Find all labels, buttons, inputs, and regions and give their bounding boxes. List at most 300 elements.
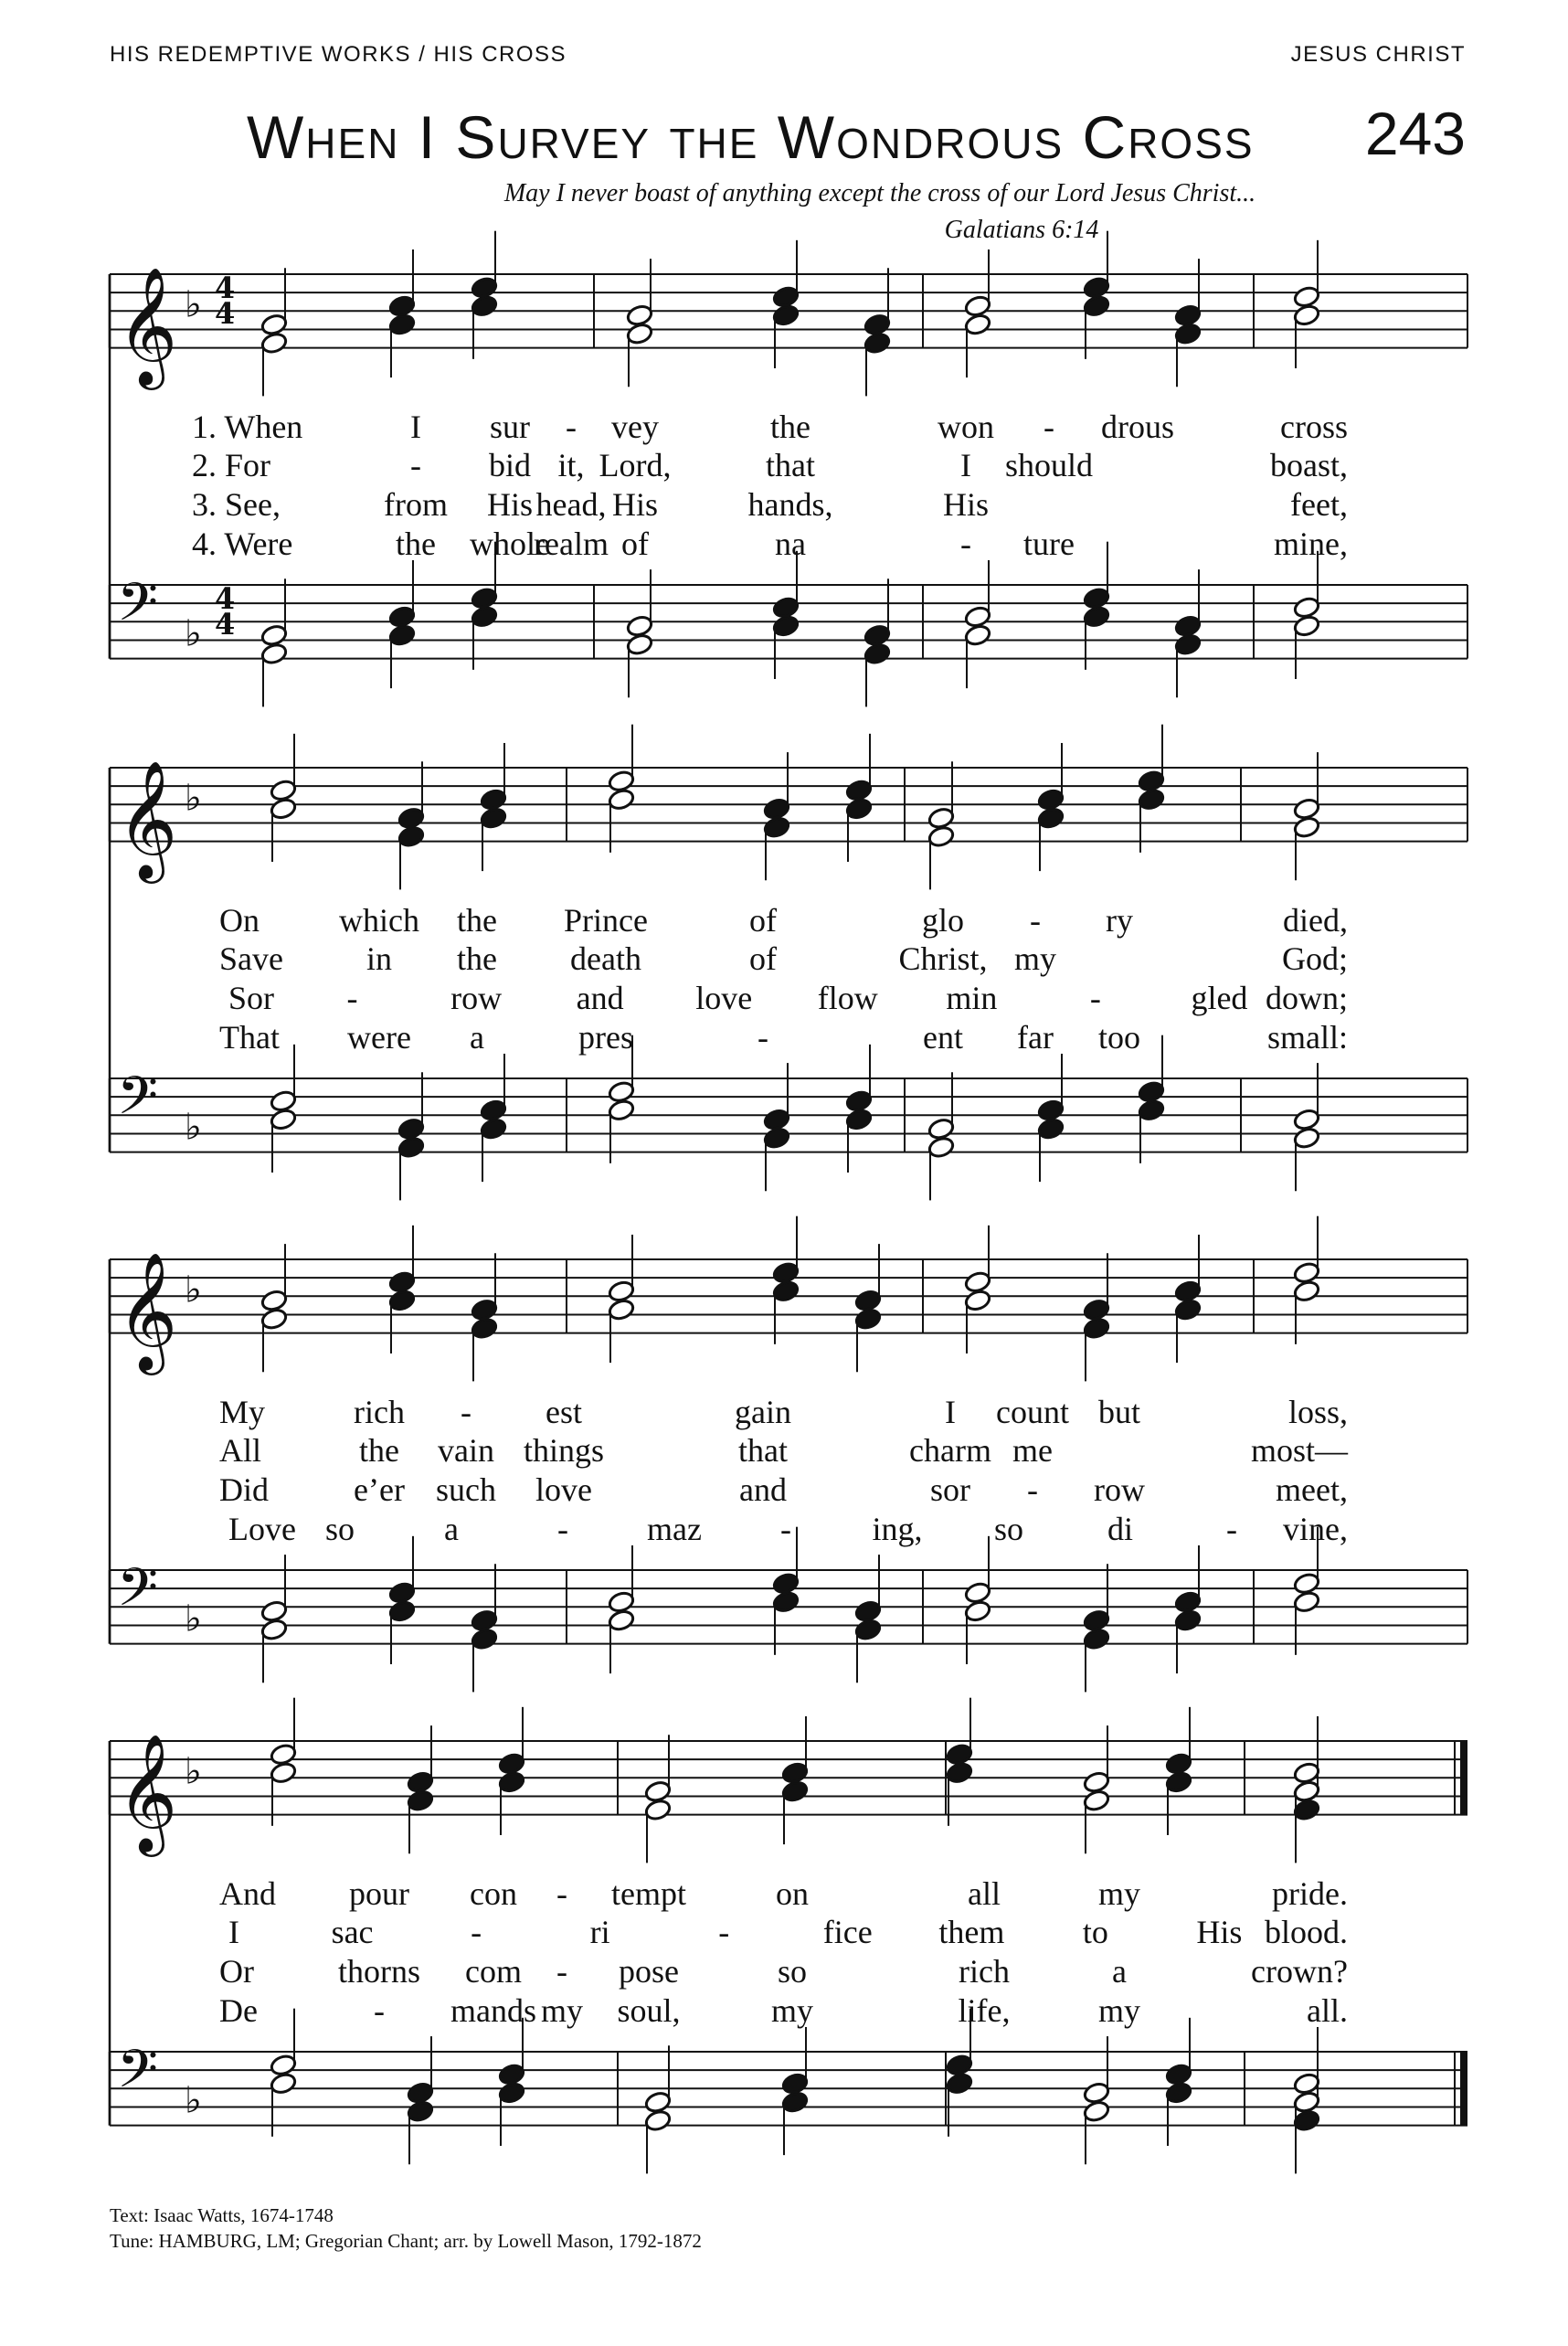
lyric-syllable: of [749,940,777,977]
lyric-syllable: soul, [617,1992,681,2029]
key-flat: ♭ [185,612,202,655]
lyric-syllable: should [1004,447,1094,483]
note-head [1083,1770,1111,1794]
lyric-syllable: feet, [1290,486,1348,523]
note-head [388,623,417,647]
note-head [626,614,654,638]
note-head [1293,2072,1321,2096]
lyric-syllable: love [535,1471,592,1508]
lyric-syllable: pose [619,1953,679,1990]
bass-clef: 𝄢 [117,1064,159,1140]
lyric-syllable: realm [534,525,609,562]
note-head [270,2072,298,2096]
lyric-syllable: and [739,1471,787,1508]
note-head [1174,322,1202,345]
lyric-syllable: ing, [872,1511,923,1547]
treble-clef: 𝄞 [117,1251,178,1371]
lyric-syllable: - [758,1019,768,1056]
note-head [471,1608,499,1632]
lyric-syllable: my [770,1992,814,2029]
lyric-syllable: which [339,902,419,939]
note-head [644,2108,673,2132]
note-head [397,824,426,848]
lyric-syllable: Love [228,1511,296,1547]
lyric-syllable: gled [1191,980,1248,1016]
note-head [388,1289,417,1312]
note-head [626,632,654,656]
note-head [854,1599,883,1623]
lyric-syllable: charm [909,1432,991,1469]
note-head [946,1743,974,1767]
note-head [964,1270,992,1294]
note-head [946,2054,974,2077]
note-head [608,1590,636,1614]
lyric-syllable: ture [1023,525,1075,562]
note-head [845,797,874,821]
note-head [1293,1126,1321,1150]
note-head [863,331,892,355]
lyric-syllable: min [946,980,998,1016]
lyric-syllable: na [775,525,806,562]
lyric-syllable: - [1089,980,1101,1016]
lyric-syllable: - [1030,902,1041,939]
note-head [1293,285,1321,309]
lyric-syllable: gain [735,1394,791,1430]
note-head [772,1261,800,1285]
lyric-syllable: pride. [1272,1875,1348,1912]
note-head [1037,1117,1065,1141]
lyric-syllable: crown? [1251,1953,1348,1990]
lyric-syllable: - [556,1875,567,1912]
note-head [781,2072,810,2096]
note-head [781,2090,810,2114]
lyric-syllable: too [1097,1019,1141,1056]
final-barline-thick [1460,1741,1467,1815]
lyric-syllable: my [540,1992,584,2029]
lyric-syllable: loss, [1287,1394,1348,1430]
lyric-syllable: rich [959,1953,1010,1990]
lyric-syllable: con [470,1875,517,1912]
lyric-syllable: 3. See, [192,486,281,523]
lyric-syllable: - [410,447,421,483]
hymn-title: When I Survey the Wondrous Cross [247,103,1255,171]
note-head [763,815,791,839]
lyric-syllable: I [228,1914,239,1950]
time-signature: 4 [215,271,236,305]
lyric-syllable: - [346,980,358,1016]
lyric-syllable: row [1094,1471,1145,1508]
note-head [1165,2081,1193,2105]
lyric-syllable: boast, [1270,447,1348,483]
lyric-syllable: rich [354,1394,405,1430]
note-head [1138,1080,1166,1104]
lyric-syllable: a [470,1019,484,1056]
note-head [1174,1279,1202,1303]
note-head [388,294,417,318]
note-head [927,1117,956,1141]
lyric-syllable: love [695,980,753,1016]
note-head [946,2072,974,2096]
note-head [407,1789,435,1812]
note-head [270,1108,298,1131]
time-signature: 4 [215,296,236,331]
note-head [397,1117,426,1141]
lyric-syllable: so [324,1511,355,1547]
note-head [1037,788,1065,812]
note-head [927,824,956,848]
note-head [964,605,992,629]
note-head [845,1108,874,1131]
lyric-syllable: most— [1250,1432,1348,1469]
lyric-syllable: me [1012,1432,1053,1469]
lyric-syllable: and [576,980,624,1016]
lyric-syllable: ry [1106,902,1133,939]
lyric-syllable: maz [647,1511,702,1547]
lyric-syllable: all [968,1875,1001,1912]
lyric-syllable: head, [535,486,607,523]
running-head-topic: JESUS CHRIST [1290,42,1466,67]
note-head [388,1581,417,1605]
note-head [763,797,791,821]
lyric-syllable: De [219,1992,258,2029]
lyric-syllable: tempt [611,1875,686,1912]
note-head [260,642,289,665]
note-head [626,322,654,345]
lyric-syllable: cross [1280,409,1348,445]
lyric-syllable: I [960,447,971,483]
note-head [1293,614,1321,638]
lyric-syllable: from [384,486,448,523]
lyric-syllable: things [523,1432,605,1469]
note-head [1083,294,1111,318]
note-head [781,1779,810,1803]
lyric-syllable: my [1097,1992,1141,2029]
lyric-syllable: e’er [354,1471,405,1508]
note-head [644,1798,673,1821]
note-head [1138,1099,1166,1122]
note-head [1083,2081,1111,2105]
note-head [772,596,800,620]
lyric-syllable: such [436,1471,496,1508]
lyric-syllable: count [996,1394,1069,1430]
note-head [1083,1608,1111,1632]
note-head [260,623,289,647]
lyric-syllable: them [938,1914,1005,1950]
lyric-syllable: my [1097,1875,1141,1912]
lyric-syllable: - [1044,409,1054,445]
lyric-syllable: mands [450,1992,536,2029]
note-head [608,1099,636,1122]
lyric-syllable: the [457,940,497,977]
note-head [407,2081,435,2105]
note-head [471,1627,499,1651]
epigraph-reference: Galatians 6:14 [944,216,1099,244]
note-head [471,276,499,300]
lyric-syllable: it, [557,447,585,483]
lyric-syllable: Save [219,940,283,977]
note-head [763,1108,791,1131]
note-head [480,788,508,812]
note-head [964,294,992,318]
lyric-syllable: His [1196,1914,1243,1950]
hymn-number: 243 [1364,100,1466,167]
note-head [854,1307,883,1331]
note-head [1293,1279,1321,1303]
note-head [927,806,956,830]
lyric-syllable: far [1017,1019,1054,1056]
lyric-syllable: vain [438,1432,494,1469]
note-head [270,1743,298,1767]
note-head [608,1608,636,1632]
note-head [1083,1627,1111,1651]
lyric-syllable: that [738,1432,788,1469]
lyric-syllable: My [219,1394,266,1430]
lyric-syllable: death [570,940,641,977]
note-head [608,770,636,793]
lyric-syllable: 2. For [192,447,271,483]
lyric-syllable: His [611,486,659,523]
note-head [1174,1590,1202,1614]
lyric-syllable: in [366,940,393,977]
note-head [260,1289,289,1312]
note-head [1037,1099,1065,1122]
lyric-syllable: ri [589,1914,610,1950]
credit-tune: Tune: HAMBURG, LM; Gregorian Chant; arr. by Lowell Mason, 1792-1872 [110,2230,702,2252]
lyric-syllable: Did [219,1471,269,1508]
note-head [471,1316,499,1340]
time-signature: 4 [215,607,236,642]
note-head [260,313,289,336]
note-head [772,303,800,327]
lyric-syllable: di [1107,1511,1134,1547]
note-head [270,1089,298,1113]
key-flat: ♭ [185,777,202,820]
note-head [1293,303,1321,327]
note-head [854,1289,883,1312]
note-head [407,2099,435,2123]
lyric-syllable: on [776,1875,809,1912]
note-head [1174,1298,1202,1322]
note-head [1165,1752,1193,1776]
time-signature: 4 [215,581,236,616]
note-head [1293,797,1321,821]
note-head [388,313,417,336]
note-head [1293,1261,1321,1285]
lyric-syllable: bid [488,447,532,483]
lyric-syllable: - [780,1511,791,1547]
note-head [964,1599,992,1623]
lyric-syllable: small: [1267,1019,1348,1056]
lyric-syllable: a [1112,1953,1127,1990]
note-head [772,614,800,638]
lyric-syllable: the [359,1432,399,1469]
note-head [480,1117,508,1141]
lyric-syllable: life, [958,1992,1011,2029]
note-head [1174,614,1202,638]
note-head [1293,596,1321,620]
lyric-syllable: His [942,486,990,523]
note-head [763,1126,791,1150]
lyric-syllable: my [1013,940,1057,977]
lyric-syllable: were [347,1019,411,1056]
lyric-syllable: glo [921,902,965,939]
note-head [1083,1298,1111,1322]
note-head [260,331,289,355]
credit-text-author: Text: Isaac Watts, 1674-1748 [110,2204,334,2226]
treble-clef: 𝄞 [117,1733,178,1852]
lyric-syllable: meet, [1276,1471,1348,1508]
key-flat: ♭ [185,1106,202,1149]
lyric-syllable: That [219,1019,280,1056]
note-head [407,1770,435,1794]
lyric-syllable: pour [349,1875,409,1912]
note-head [260,1599,289,1623]
lyric-syllable: died, [1283,902,1348,939]
note-head [946,1761,974,1785]
lyric-syllable: com [465,1953,522,1990]
note-head [964,1289,992,1312]
lyric-syllable: sur [490,409,530,445]
lyric-syllable: the [396,525,436,562]
note-head [1174,303,1202,327]
lyric-syllable: 4. Were [192,525,293,562]
lyric-syllable: won [938,409,994,445]
note-head [471,294,499,318]
lyric-syllable: On [219,902,260,939]
lyric-syllable: of [749,902,777,939]
note-head [388,1270,417,1294]
note-head [1293,1761,1321,1785]
note-head [608,1298,636,1322]
lyric-syllable: flow [817,980,878,1016]
note-head [644,2090,673,2114]
lyric-syllable: all. [1307,1992,1348,2029]
lyric-syllable: whole [470,525,550,562]
lyric-syllable: fice [822,1914,873,1950]
note-head [854,1618,883,1641]
note-head [1293,2108,1321,2132]
note-head [845,1089,874,1113]
note-head [1293,1798,1321,1821]
lyric-syllable: I [410,409,421,445]
lyric-syllable: - [960,525,971,562]
note-head [1037,806,1065,830]
key-flat: ♭ [185,1269,202,1311]
note-head [498,1770,526,1794]
note-head [498,1752,526,1776]
lyric-syllable: sor [930,1471,970,1508]
lyric-syllable: - [1027,1471,1038,1508]
running-head-section: HIS REDEMPTIVE WORKS / HIS CROSS [110,42,567,67]
note-head [498,2063,526,2086]
lyric-syllable: Lord, [599,447,672,483]
note-head [1293,1108,1321,1131]
note-head [1083,1789,1111,1812]
note-head [964,1581,992,1605]
lyric-syllable: Sor [228,980,275,1016]
lyric-syllable: And [219,1875,276,1912]
lyric-syllable: est [546,1394,582,1430]
note-head [1083,587,1111,610]
note-head [471,1298,499,1322]
lyric-syllable: vey [611,409,659,445]
lyric-syllable: to [1082,1914,1108,1950]
key-flat: ♭ [185,2079,202,2122]
note-head [270,779,298,802]
note-head [1293,815,1321,839]
note-head [1293,1590,1321,1614]
note-head [1083,605,1111,629]
note-head [388,1599,417,1623]
treble-clef: 𝄞 [117,266,178,386]
lyric-syllable: so [993,1511,1024,1547]
lyric-syllable: pres [578,1019,633,1056]
lyric-syllable: thorns [338,1953,420,1990]
note-head [772,285,800,309]
lyric-syllable: row [450,980,503,1016]
note-head [1293,1572,1321,1596]
note-head [1083,276,1111,300]
lyric-syllable: Christ, [898,940,988,977]
bass-clef: 𝄢 [117,570,159,646]
note-head [1293,1779,1321,1803]
key-flat: ♭ [185,283,202,326]
lyric-syllable: so [777,1953,808,1990]
lyric-syllable: blood. [1264,1914,1348,1950]
note-head [772,1279,800,1303]
note-head [480,1099,508,1122]
note-head [781,1761,810,1785]
note-head [964,313,992,336]
note-head [1138,770,1166,793]
note-head [863,623,892,647]
treble-clef: 𝄞 [117,759,178,879]
lyric-syllable: - [557,1511,568,1547]
note-head [1165,2063,1193,2086]
note-head [1293,2090,1321,2114]
lyric-syllable: down; [1266,980,1348,1016]
lyric-syllable: but [1097,1394,1141,1430]
note-head [270,797,298,821]
note-head [397,1135,426,1159]
lyric-syllable: - [718,1914,730,1950]
note-head [644,1779,673,1803]
note-head [498,2081,526,2105]
lyric-syllable: hands, [747,486,833,523]
lyric-syllable: His [486,486,534,523]
lyric-syllable: 1. When [192,409,303,445]
note-head [397,806,426,830]
note-head [863,313,892,336]
note-head [608,1080,636,1104]
lyric-syllable: mine, [1274,525,1348,562]
note-head [608,788,636,812]
note-head [863,642,892,665]
note-head [471,605,499,629]
note-head [964,623,992,647]
note-head [471,587,499,610]
note-head [260,1618,289,1641]
lyric-syllable: - [566,409,577,445]
lyric-syllable: vine, [1283,1511,1348,1547]
note-head [845,779,874,802]
lyric-syllable: drous [1101,409,1174,445]
lyric-syllable: ent [923,1019,963,1056]
note-head [608,1279,636,1303]
note-head [1083,1316,1111,1340]
note-head [1174,632,1202,656]
note-head [1083,2099,1111,2123]
